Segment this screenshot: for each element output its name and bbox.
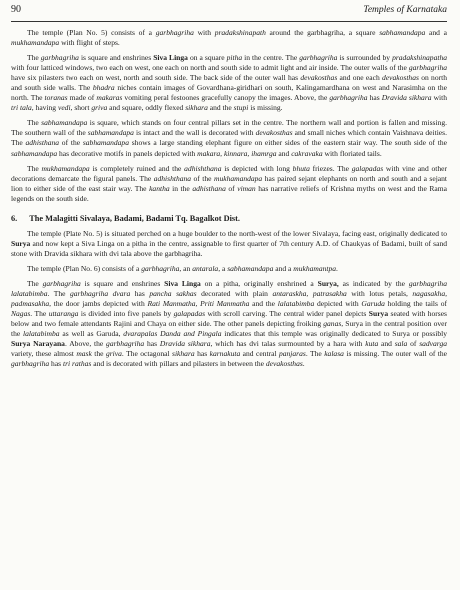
paragraph: The temple (Plan No. 6) consists of a garbhagriha, an antarala, a sabhamandapa and a mukhamantpa. (27, 263, 338, 273)
section-number: 6. (11, 213, 18, 223)
page-number: 90 (11, 4, 21, 15)
section-title: The Malagitti Sivalaya, Badami, Badami Tq. Bagalkot Dist. (29, 213, 240, 223)
paragraph: The temple (Plan No. 5) consists of a garbhagriha with pradakshinapath around the garbhagriha, a square sabhamandapa and a mukhamandapa with flight of steps. (11, 28, 447, 48)
paragraph: The garbhagriha is square and enshrines Siva Linga on a square pitha in the centre. The garbhagriha is surrounded by pradakshinapatha with four latticed windows, two each on west, one each on north and south side to admit light and air inside. The outer walls of the garbhagriha have six pilasters two each on west, north and south side. The back side of the outer wall has devakosthas and one each devakosthas on north and south side walls. The bhadra niches contain images of Govardhana-giridhari on south, Kalingamardhana on west and Narasimha on the north. The toranas made of makaras vomiting peral festoones gracefully canopy the images. Above, the garbhagriha has Dravida sikhara with tri tala, having vedi, short griva and square, oddly flexed sikhara and the stupi is missing. (11, 53, 447, 113)
paragraph: The sabhamandapa is square, which stands on four central pillars set in the centre. The northern wall and portion is fallen and missing. The southern wall of the sabhamandapa is intact and the wall is decorated with devakosthas and small niches which contain Vaishnava deities. The adhisthana of the sabhamandapa shows a large standing elephant figure on either sides of the eastern stair way. The south side of the sabhamandapa has decorative motifs in panels depicted with makara, kinnara, ihamrga and cakravaka with floriated tails. (11, 118, 447, 158)
header-rule (11, 21, 447, 22)
section-heading (11, 214, 447, 223)
paragraph: The garbhagriha is square and enshrines Siva Linga on a pitha, originally enshrined a Surya, as indicated by the garbhagriha lalatabimba. The garbhagriha dvara has pancha sakhas decorated with plain antaraskha, patrasakha with lotus petals, nagasakha, padmasakha, the door jambs depicted with Rati Manmatha, Priti Manmatha and the lalatabimba depicted with Garuda holding the tails of Nagas. The uttaranga is divided into five panels by galapadas with scroll carving. The central wider panel depicts Surya seated with horses below and two female attendants Rajini and Chaya on either side. The other panels depicting froiking ganas, Surya in the central position over the lalatabimba as well as Garuda, dvarapalas Danda and Pingala indicates that this temple was originally dedicated to Surya or possibly Surya Narayana. Above, the garbhagriha has Dravida sikhara, which has dvi talas surmounted by a hara with kuta and sala of sadvarga variety, these almost mask the griva. The octagonal sikhara has karnakuta and central panjaras. The kalasa is missing. The outer wall of the garbhagriha has tri rathas and is decorated with pillars and pilasters in between the devakosthas. (11, 278, 448, 369)
page-header (11, 4, 447, 20)
paragraph: The temple (Plate No. 5) is situated perched on a huge boulder to the north-west of the lower Sivalaya, facing east, originally dedicated to Surya and now kept a Siva Linga on a pitha in the centre, assignable to first quarter of 7th century A.D. of Chaukyas of Badami, built of sand stone with Dravida sikhara with dvi tala above the garbhagriha. (11, 228, 447, 258)
running-title: Temples of Karnataka (363, 5, 447, 15)
paragraph: The mukhamandapa is completely ruined and the adhishthana is depicted with long bhuta friezes. The galapadas with vine and other decorations demarcate the figural panels. The adhishthana of the mukhamandapa has paired sejant elephants on north and south and a sejant lion to either side of the east stair way. The kantha in the adhisthana of viman has narrative reliefs of Krishna myths on west and the Rama legends on the south side. (11, 163, 448, 203)
